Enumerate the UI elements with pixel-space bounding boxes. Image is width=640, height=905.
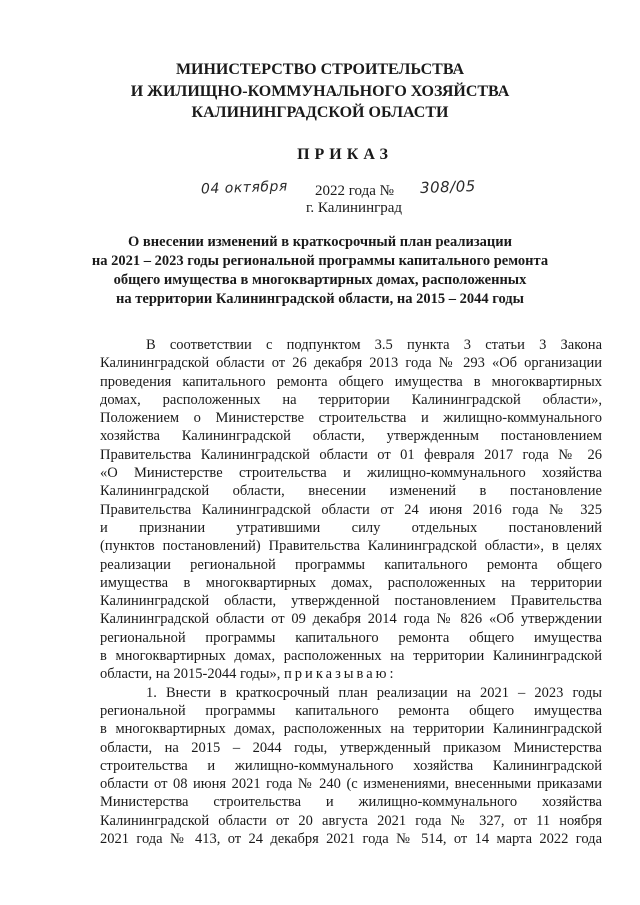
body-line: Правительства Калининградской области от 01 февраля 2017 года № 26 bbox=[100, 446, 602, 463]
heading-line: на 2021 – 2023 годы региональной программы капитального ремонта bbox=[91, 253, 549, 269]
heading-line: общего имущества в многоквартирных домах, расположенных bbox=[113, 272, 527, 288]
body-line: в многоквартирных домах, расположенных на территории Калининградской bbox=[100, 648, 602, 665]
body-line: реализации региональной программы капитального ремонта общего bbox=[100, 556, 602, 573]
document-type: ПРИКАЗ bbox=[297, 146, 393, 163]
heading-line: на территории Калининградской области, на 2015 – 2044 годы bbox=[116, 291, 524, 307]
body-line-text: области, на 2015-2044 годы», bbox=[100, 666, 281, 683]
body-line: домах, расположенных на территории Калининградской области», bbox=[100, 391, 602, 408]
body-line: Положением о Министерстве строительства и жилищно-коммунального bbox=[100, 410, 602, 427]
body-line bbox=[100, 665, 602, 683]
handwritten-date: 04 октября bbox=[200, 178, 289, 198]
body-line: Калининградской области, внесении изменений в постановление bbox=[100, 483, 602, 500]
city: г. Калининград bbox=[305, 200, 403, 216]
body-line: Калининградской области от 20 августа 2021 года № 327, от 11 ноября bbox=[100, 812, 602, 829]
prikazyvayu-word: приказываю: bbox=[284, 666, 397, 683]
ministry-header bbox=[0, 59, 640, 124]
body-line: Министерства строительства и жилищно-коммунального хозяйства bbox=[100, 794, 602, 811]
body-line: региональной программы капитального ремонта общего имущества bbox=[100, 629, 602, 646]
body-line: Калининградской области от 26 декабря 2013 года № 293 «Об организации bbox=[100, 355, 602, 372]
body-line: в многоквартирных домах, расположенных на территории Калининградской bbox=[100, 721, 602, 738]
ministry-line: И ЖИЛИЩНО-КОММУНАЛЬНОГО ХОЗЯЙСТВА bbox=[130, 82, 510, 100]
body-line: имущества в многоквартирных домах, расположенных на территории bbox=[100, 574, 602, 591]
handwritten-number: 308/05 bbox=[419, 177, 477, 197]
body-line: региональной программы капитального ремонта общего имущества bbox=[100, 702, 602, 719]
order-heading bbox=[0, 233, 640, 309]
body-line: области от 08 июня 2021 года № 240 (с изменениями, внесенными приказами bbox=[100, 776, 602, 793]
body-line: хозяйства Калининградской области, утвержденным постановлением bbox=[100, 428, 602, 445]
ministry-line: КАЛИНИНГРАДСКОЙ ОБЛАСТИ bbox=[191, 104, 449, 121]
body-line: (пунктов постановлений) Правительства Калининградской области», в целях bbox=[100, 538, 602, 555]
order-body bbox=[100, 336, 602, 848]
year-number-label: 2022 года № bbox=[315, 183, 394, 199]
heading-line: О внесении изменений в краткосрочный план реализации bbox=[128, 234, 512, 250]
ministry-line: МИНИСТЕРСТВО СТРОИТЕЛЬСТВА bbox=[175, 61, 465, 78]
body-line: области, на 2015 – 2044 годы, утвержденный приказом Министерства bbox=[100, 739, 602, 756]
body-line: Правительства Калининградской области от 24 июня 2016 года № 325 bbox=[100, 501, 602, 518]
body-line: 1. Внести в краткосрочный план реализации на 2021 – 2023 годы bbox=[146, 684, 602, 701]
body-line: проведения капитального ремонта общего имущества в многоквартирных bbox=[100, 373, 602, 390]
body-line: строительства и жилищно-коммунального хозяйства Калининградской bbox=[100, 757, 602, 774]
body-line: В соответствии с подпунктом 3.5 пункта 3 статьи 3 Закона bbox=[146, 337, 602, 353]
body-line: «О Министерстве строительства и жилищно-коммунального хозяйства bbox=[100, 465, 602, 482]
body-line: и признании утратившими силу отдельных постановлений bbox=[100, 519, 602, 536]
body-line: 2021 года № 413, от 24 декабря 2021 года № 514, от 14 марта 2022 года bbox=[100, 831, 602, 848]
body-line: Калининградской области, утвержденной постановлением Правительства bbox=[100, 593, 602, 610]
body-line: Калининградской области от 09 декабря 2014 года № 826 «Об утверждении bbox=[100, 611, 602, 628]
